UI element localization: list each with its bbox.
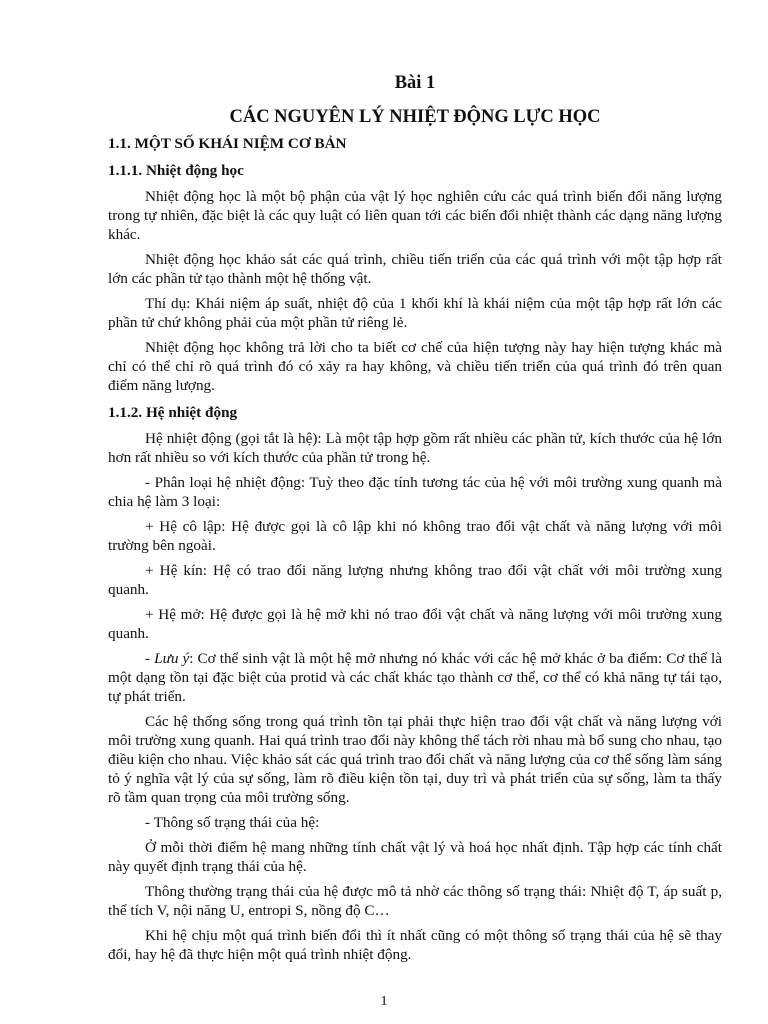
paragraph: Khi hệ chịu một quá trình biến đổi thì ít nhất cũng có một thông số trạng thái của hệ sẽ thay đổi, hay hệ đã thực hiện một quá trình nhiệt động. (108, 927, 722, 963)
paragraph: Thí dụ: Khái niệm áp suất, nhiệt độ của 1 khối khí là khái niệm của một tập hợp rất lớn các phần tử chứ không phải của một phần tử riêng lẻ. (108, 295, 722, 331)
page-number: 1 (380, 994, 388, 1009)
paragraph: + Hệ mở: Hệ được gọi là hệ mở khi nó trao đổi vật chất và năng lượng với môi trường xung quanh. (108, 606, 722, 642)
section-heading-1-1: 1.1. MỘT SỐ KHÁI NIỆM CƠ BẢN (108, 135, 347, 152)
paragraph: - Thông số trạng thái của hệ: (145, 814, 320, 831)
paragraph: - Phân loại hệ nhiệt động: Tuỳ theo đặc tính tương tác của hệ với môi trường xung quanh mà chia hệ làm 3 loại: (108, 474, 722, 510)
note-text: : Cơ thể sinh vật là một hệ mở nhưng nó khác với các hệ mở khác ở ba điểm: Cơ thể là một dạng tồn tại đặc biệt của protid và các chất khác tạo thành cơ thể, cơ thể có khả năng tự tái tạo, tự phát triển. (108, 650, 722, 705)
paragraph: Nhiệt động học khảo sát các quá trình, chiều tiến triển của các quá trình với một tập hợp rất lớn các phần tử tạo thành một hệ thống vật. (108, 251, 722, 287)
paragraph: Thông thường trạng thái của hệ được mô tả nhờ các thông số trạng thái: Nhiệt độ T, áp suất p, thể tích V, nội năng U, entropi S, nồng độ C… (108, 883, 722, 919)
page-content (108, 72, 722, 970)
note-label: Lưu ý (154, 650, 190, 667)
page-title: CÁC NGUYÊN LÝ NHIỆT ĐỘNG LỰC HỌC (229, 107, 601, 127)
note-paragraph (108, 649, 722, 706)
paragraph: Ở mỗi thời điểm hệ mang những tính chất vật lý và hoá học nhất định. Tập hợp các tính chất này quyết định trạng thái của hệ. (108, 839, 722, 875)
paragraph: Các hệ thống sống trong quá trình tồn tại phải thực hiện trao đổi vật chất và năng lượng với môi trường xung quanh. Hai quá trình trao đổi này không thể tách rời nhau mà bổ sung cho nhau, tạo điều kiện cho nhau. Việc khảo sát các quá trình trao đổi chất và năng lượng của cơ thể sống làm sáng tỏ ý nghĩa vật lý của sự sống, làm rõ điều kiện tồn tại, duy trì và phát triển của sự sống, làm ta thấy rõ tầm quan trọng của môi trường sống. (108, 713, 722, 806)
note-prefix: - (145, 650, 155, 667)
paragraph: + Hệ cô lập: Hệ được gọi là cô lập khi nó không trao đổi vật chất và năng lượng với môi trường bên ngoài. (108, 518, 722, 554)
lesson-label: Bài 1 (394, 73, 436, 93)
paragraph: Nhiệt động học không trả lời cho ta biết cơ chế của hiện tượng này hay hiện tượng khác mà chỉ có thể chỉ rõ quá trình đó có xảy ra hay không, và chiều tiến triển của quá trình đó trên quan điểm năng lượng. (108, 339, 722, 394)
paragraph: Nhiệt động học là một bộ phận của vật lý học nghiên cứu các quá trình biến đổi năng lượng trong tự nhiên, đặc biệt là các quy luật có liên quan tới các biến đổi nhiệt thành các dạng năng lượng khác. (108, 188, 722, 243)
section-heading-1-1-1: 1.1.1. Nhiệt động học (108, 162, 244, 179)
section-heading-1-1-2: 1.1.2. Hệ nhiệt động (108, 404, 238, 421)
paragraph: + Hệ kín: Hệ có trao đổi năng lượng nhưng không trao đổi vật chất với môi trường xung quanh. (108, 562, 722, 598)
paragraph: Hệ nhiệt động (gọi tắt là hệ): Là một tập hợp gồm rất nhiều các phần tử, kích thước của hệ lớn hơn rất nhiều so với kích thước của phần tử trong hệ. (108, 430, 722, 466)
